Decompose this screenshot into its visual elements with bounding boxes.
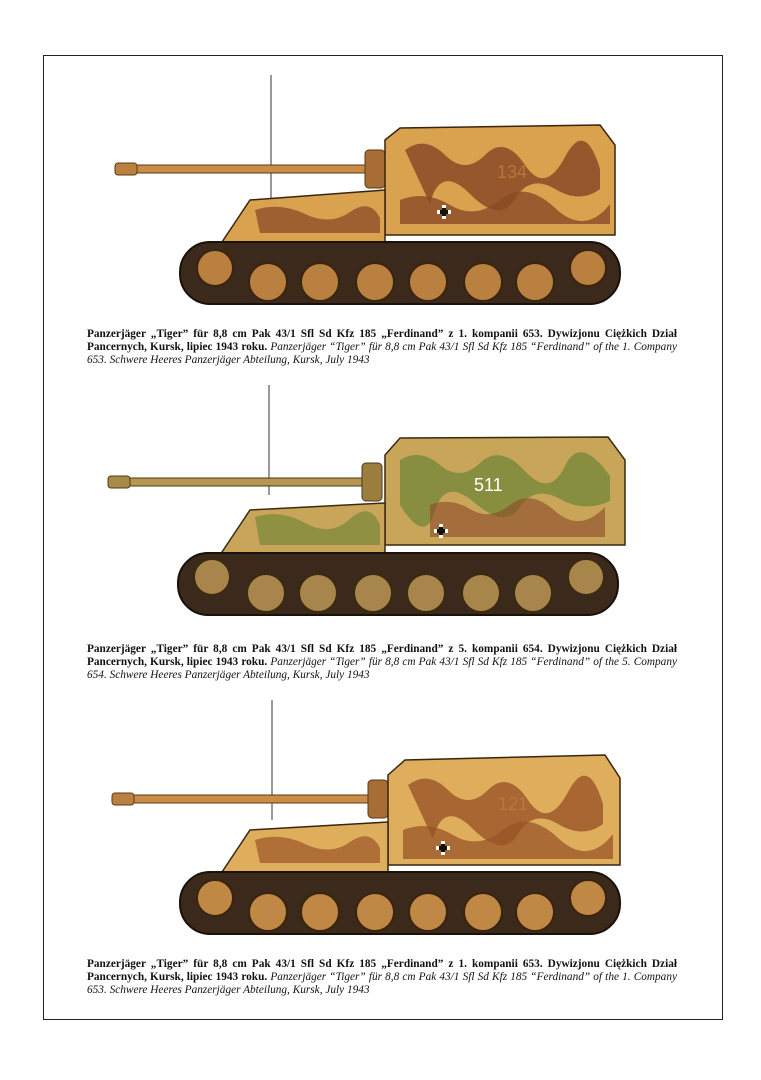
tank-number-1: 134	[497, 162, 528, 182]
caption-3-polish: Panzerjäger „Tiger” für 8,8 cm Pak 43/1 Sfl Sd Kfz 185 „Ferdinand” z 1. kompanii 653. Dywizjonu Ciężkich Dział Pancernych, Kursk, lipiec 1943 roku.	[87, 958, 677, 983]
tank-plate-3	[0, 700, 761, 1020]
caption-1	[87, 328, 677, 367]
tank-number-3: 121	[498, 794, 529, 814]
tank-illustration-2	[0, 385, 761, 645]
caption-1-english: Panzerjäger “Tiger” für 8,8 cm Pak 43/1 Sfl Sd Kfz 185 “Ferdinand” of the 1. Company 653. Schwere Heeres Panzerjäger Abteilung, Kursk, July 1943	[87, 341, 677, 366]
tank-plate-1	[0, 70, 761, 390]
caption-3	[87, 958, 677, 997]
tank-illustration-3	[0, 700, 761, 960]
tank-illustration-1	[0, 70, 761, 330]
caption-2-polish: Panzerjäger „Tiger” für 8,8 cm Pak 43/1 Sfl Sd Kfz 185 „Ferdinand” z 5. kompanii 654. Dywizjonu Ciężkich Dział Pancernych, Kursk, lipiec 1943 roku.	[87, 643, 677, 668]
caption-3-english: Panzerjäger “Tiger” für 8,8 cm Pak 43/1 Sfl Sd Kfz 185 “Ferdinand” of the 1. Company 653. Schwere Heeres Panzerjäger Abteilung, Kursk, July 1943	[87, 971, 677, 996]
tank-number-2: 511	[474, 475, 503, 495]
caption-2-english: Panzerjäger “Tiger” für 8,8 cm Pak 43/1 Sfl Sd Kfz 185 “Ferdinand” of the 5. Company 654. Schwere Heeres Panzerjäger Abteilung, Kursk, July 1943	[87, 656, 677, 681]
caption-1-polish: Panzerjäger „Tiger” für 8,8 cm Pak 43/1 Sfl Sd Kfz 185 „Ferdinand” z 1. kompanii 653. Dywizjonu Ciężkich Dział Pancernych, Kursk, lipiec 1943 roku.	[87, 328, 677, 353]
tank-plate-2	[0, 385, 761, 705]
caption-2	[87, 643, 677, 682]
